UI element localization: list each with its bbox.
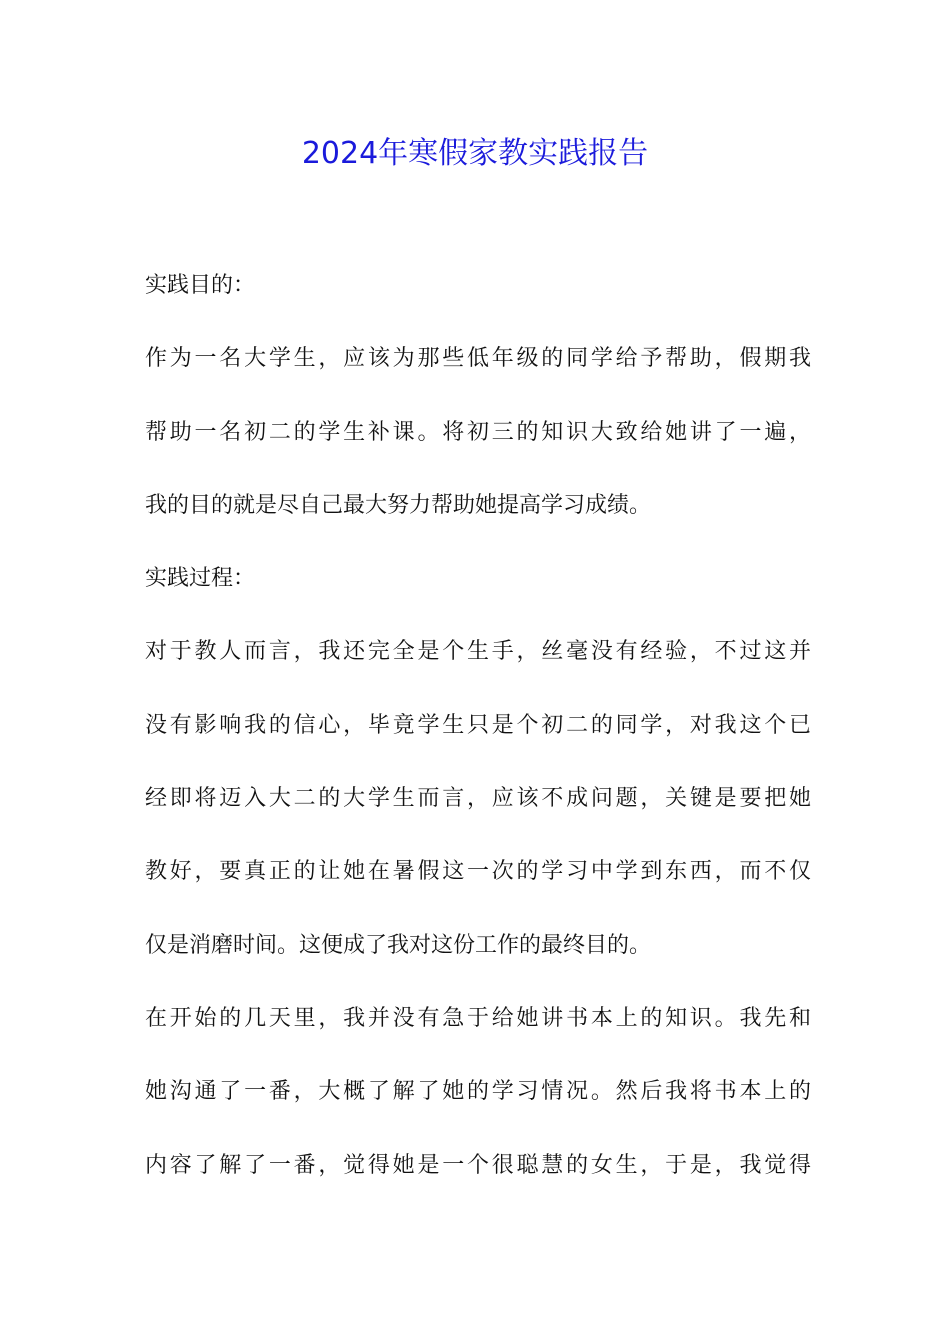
text-line: 在开始的几天里，我并没有急于给她讲书本上的知识。我先和 — [145, 1005, 811, 1031]
text-line: 仅是消磨时间。这便成了我对这份工作的最终目的。 — [145, 932, 652, 958]
text-line: 实践过程： — [145, 566, 256, 592]
text-line: 作为一名大学生，应该为那些低年级的同学给予帮助，假期我 — [145, 346, 811, 372]
document-body — [145, 263, 811, 1216]
text-line: 对于教人而言，我还完全是个生手，丝毫没有经验，不过这并 — [145, 639, 811, 665]
text-line: 我的目的就是尽自己最大努力帮助她提高学习成绩。 — [145, 492, 652, 518]
text-line: 经即将迈入大二的大学生而言，应该不成问题，关键是要把她 — [145, 786, 811, 812]
text-line: 教好，要真正的让她在暑假这一次的学习中学到东西，而不仅 — [145, 859, 811, 885]
text-line: 实践目的： — [145, 273, 256, 298]
text-line: 帮助一名初二的学生补课。将初三的知识大致给她讲了一遍， — [145, 419, 811, 445]
document-title: 2024年寒假家教实践报告 — [301, 136, 649, 171]
text-line: 没有影响我的信心，毕竟学生只是个初二的同学，对我这个已 — [145, 712, 811, 738]
text-line: 内容了解了一番，觉得她是一个很聪慧的女生，于是，我觉得 — [145, 1152, 811, 1178]
text-line: 她沟通了一番，大概了解了她的学习情况。然后我将书本上的 — [145, 1079, 811, 1105]
